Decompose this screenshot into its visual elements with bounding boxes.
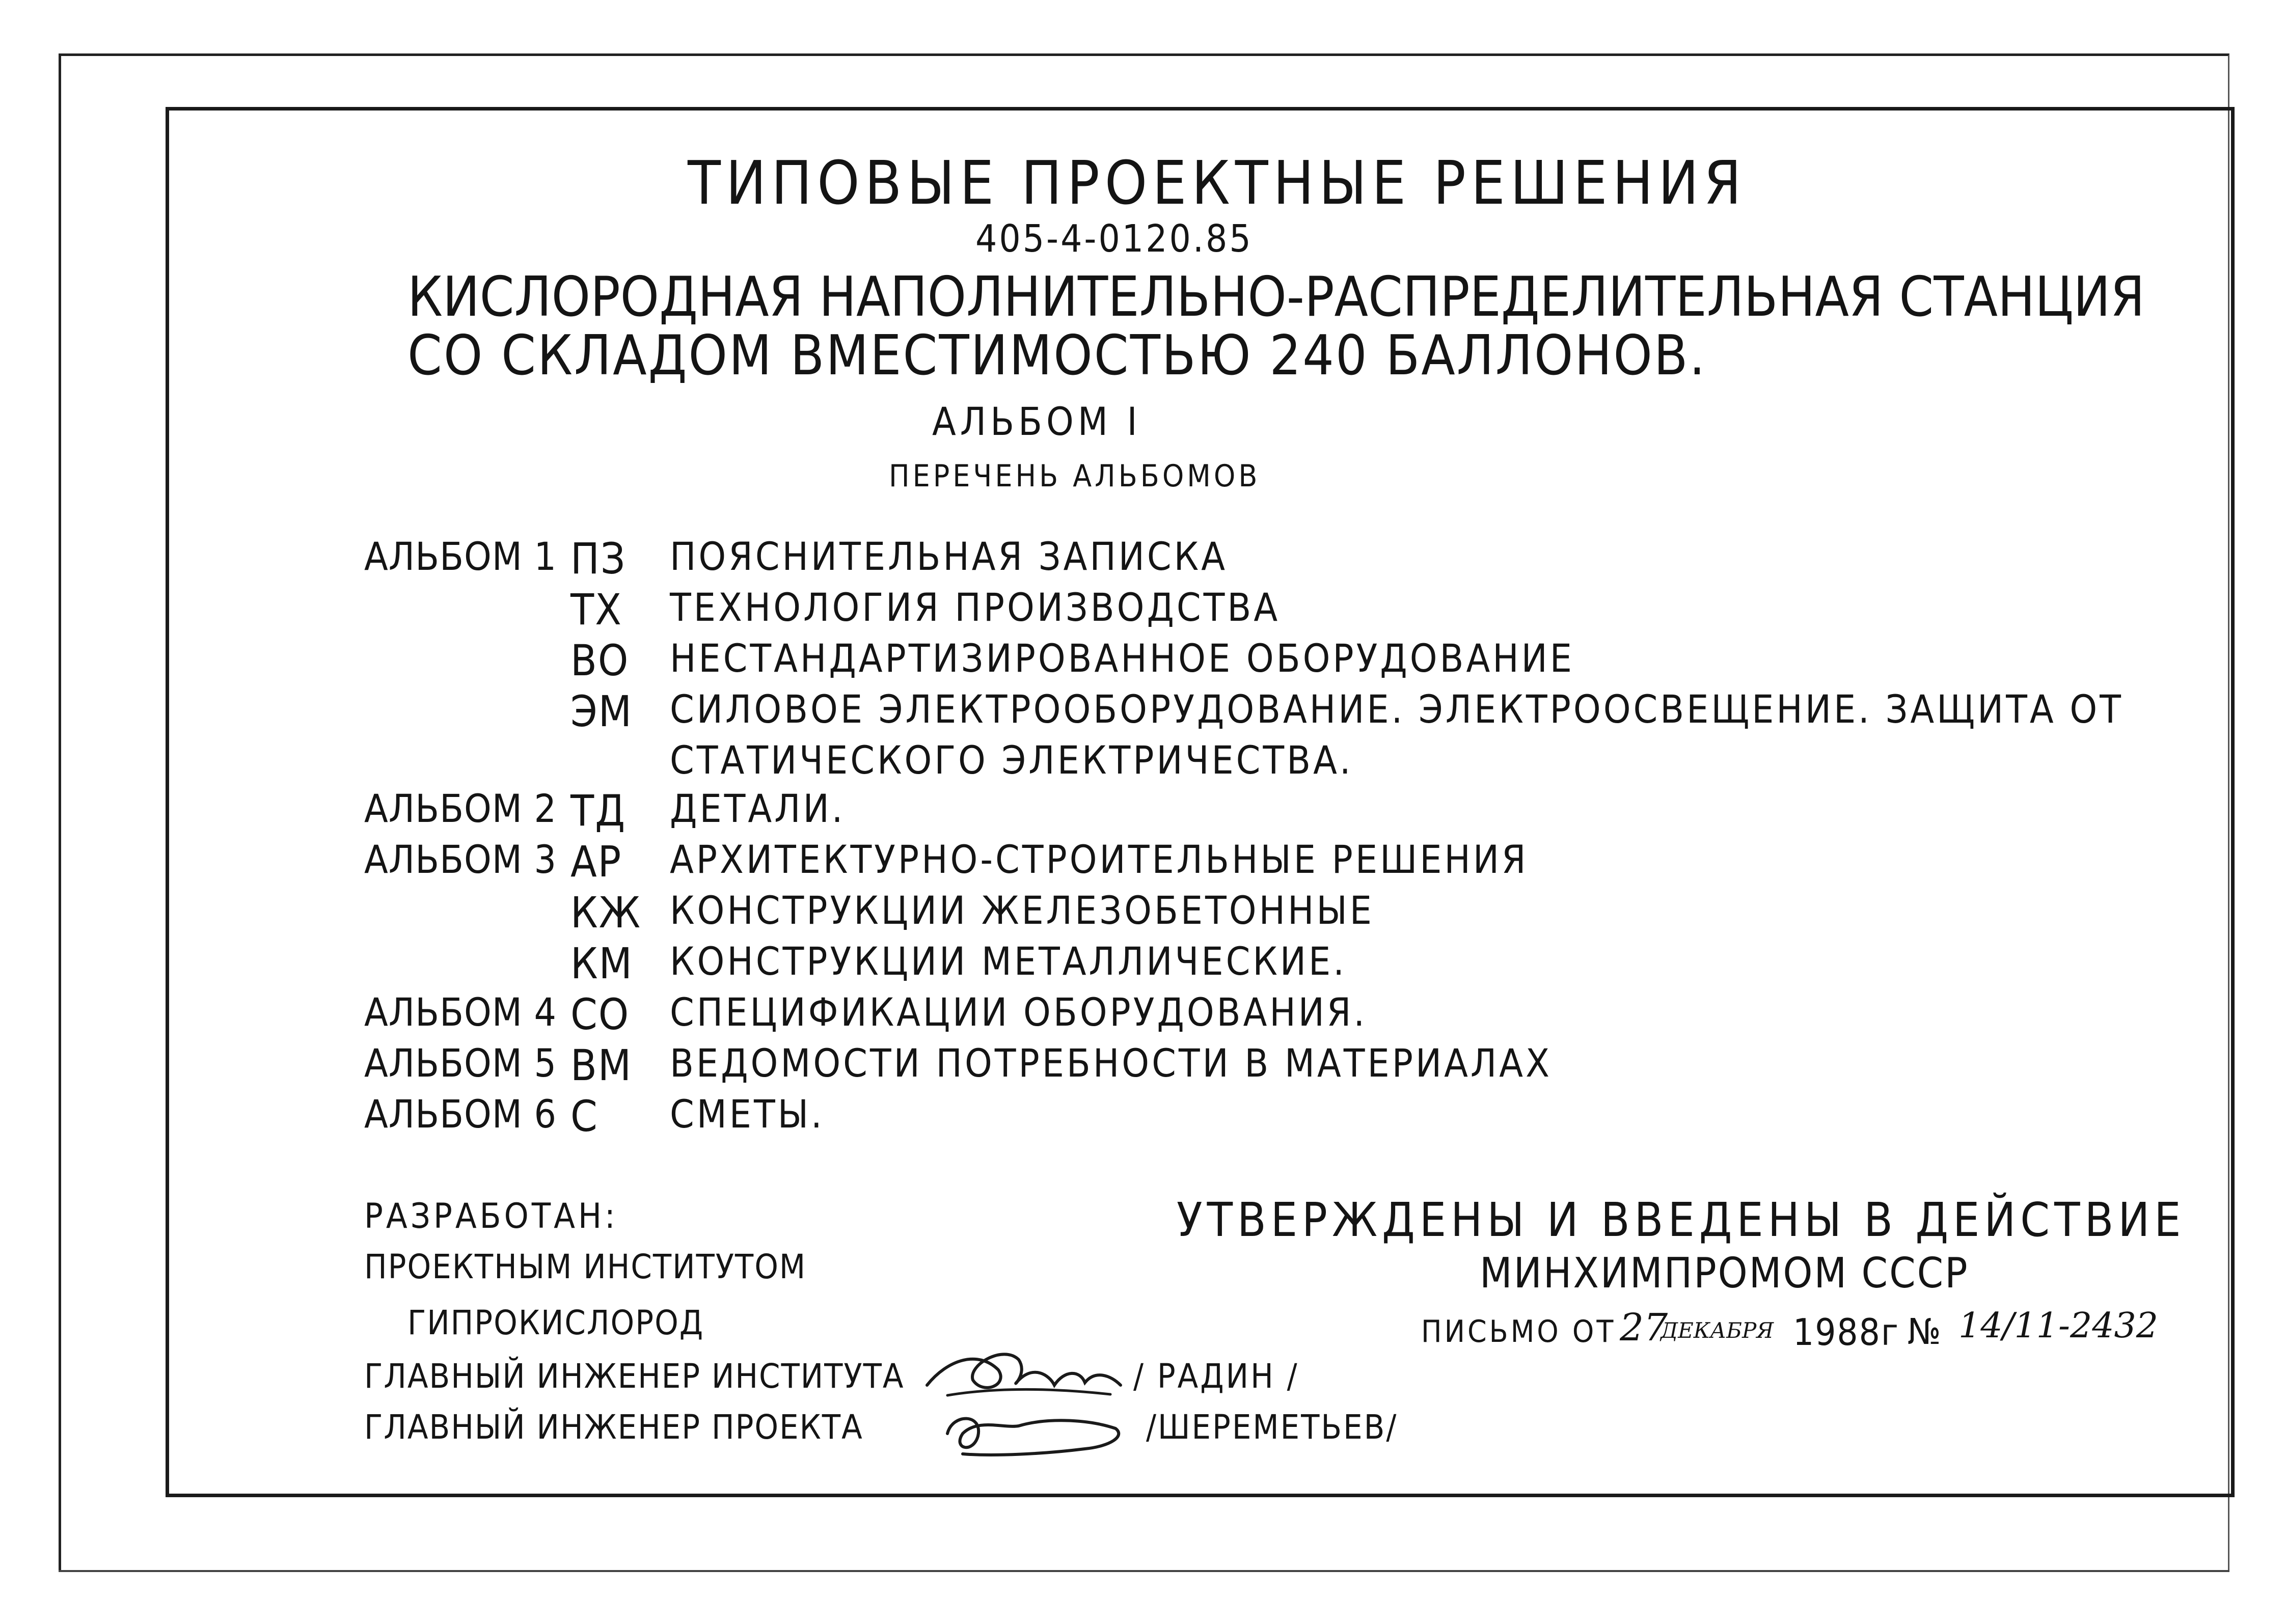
album-list-title: ПЕРЕЧЕНЬ АЛЬБОМОВ <box>889 458 1261 494</box>
chief-institute-label: ГЛАВНЫЙ ИНЖЕНЕР ИНСТИТУТА <box>364 1357 905 1396</box>
chief-project-name: /ШЕРЕМЕТЬЕВ/ <box>1146 1408 1398 1447</box>
approval-org: МИНХИМПРОМОМ СССР <box>1480 1249 1969 1298</box>
letter-number-sign: № <box>1908 1311 1941 1353</box>
album-title: СИЛОВОЕ ЭЛЕКТРООБОРУДОВАНИЕ. ЭЛЕКТРООСВЕЩЕНИЕ. ЗАЩИТА ОТ <box>670 686 2124 732</box>
letter-number: 14/11-2432 <box>1958 1306 2158 1346</box>
subject-line-1: КИСЛОРОДНАЯ НАПОЛНИТЕЛЬНО-РАСПРЕДЕЛИТЕЛЬНАЯ СТАНЦИЯ <box>407 265 2145 329</box>
album-code: СО <box>570 989 630 1039</box>
developer-org-line2: ГИПРОКИСЛОРОД <box>407 1303 704 1342</box>
document-code: 405-4-0120.85 <box>975 217 1253 261</box>
album-title: КОНСТРУКЦИИ ЖЕЛЕЗОБЕТОННЫЕ <box>670 888 1374 933</box>
developer-label: РАЗРАБОТАН: <box>364 1196 618 1236</box>
album-title: АРХИТЕКТУРНО-СТРОИТЕЛЬНЫЕ РЕШЕНИЯ <box>670 837 1529 882</box>
album-code: ВМ <box>570 1040 633 1090</box>
album-code: С <box>570 1091 598 1141</box>
album-code: КМ <box>570 939 633 988</box>
album-title: СПЕЦИФИКАЦИИ ОБОРУДОВАНИЯ. <box>670 989 1368 1035</box>
developer-org-line1: ПРОЕКТНЫМ ИНСТИТУТОМ <box>364 1247 807 1286</box>
chief-institute-name: / РАДИН / <box>1133 1357 1299 1396</box>
letter-day: 27 <box>1620 1306 1668 1350</box>
album-title: ПОЯСНИТЕЛЬНАЯ ЗАПИСКА <box>670 534 1228 579</box>
chief-project-label: ГЛАВНЫЙ ИНЖЕНЕР ПРОЕКТА <box>364 1408 863 1447</box>
album-code: ТХ <box>570 585 622 635</box>
album-code: КЖ <box>570 888 642 938</box>
album-code: АР <box>570 837 622 887</box>
album-label: АЛЬБОМ 1 <box>364 534 557 579</box>
letter-month: ДЕКАБРЯ <box>1661 1318 1774 1343</box>
album-label: АЛЬБОМ 6 <box>364 1091 557 1137</box>
subject-line-2: СО СКЛАДОМ ВМЕСТИМОСТЬЮ 240 БАЛЛОНОВ. <box>407 324 1707 388</box>
letter-prefix: ПИСЬМО ОТ <box>1421 1314 1616 1350</box>
album-label: АЛЬБОМ 3 <box>364 837 557 882</box>
album-label: АЛЬБОМ 5 <box>364 1040 557 1086</box>
album-code: ЭМ <box>570 686 633 736</box>
signature-chief-project <box>932 1398 1146 1464</box>
document-title: ТИПОВЫЕ ПРОЕКТНЫЕ РЕШЕНИЯ <box>688 148 1747 218</box>
album-title: СТАТИЧЕСКОГО ЭЛЕКТРИЧЕСТВА. <box>670 737 1353 783</box>
album-title: ВЕДОМОСТИ ПОТРЕБНОСТИ В МАТЕРИАЛАХ <box>670 1040 1552 1086</box>
album-code: ВО <box>570 636 630 685</box>
album-code: ПЗ <box>570 534 627 584</box>
album-title: ТЕХНОЛОГИЯ ПРОИЗВОДСТВА <box>670 585 1281 630</box>
album-title: СМЕТЫ. <box>670 1091 825 1137</box>
album-code: ТД <box>570 786 627 836</box>
album-title: КОНСТРУКЦИИ МЕТАЛЛИЧЕСКИЕ. <box>670 939 1347 984</box>
album-title: ДЕТАЛИ. <box>670 786 846 831</box>
album-number: АЛЬБОМ I <box>932 399 1141 444</box>
album-label: АЛЬБОМ 2 <box>364 786 557 831</box>
outer-frame-bottom <box>59 1570 2229 1572</box>
approval-label: УТВЕРЖДЕНЫ И ВВЕДЕНЫ В ДЕЙСТВИЕ <box>1177 1193 2186 1247</box>
letter-year: 1988г <box>1793 1311 1899 1354</box>
album-title: НЕСТАНДАРТИЗИРОВАННОЕ ОБОРУДОВАНИЕ <box>670 636 1574 681</box>
album-label: АЛЬБОМ 4 <box>364 989 557 1035</box>
